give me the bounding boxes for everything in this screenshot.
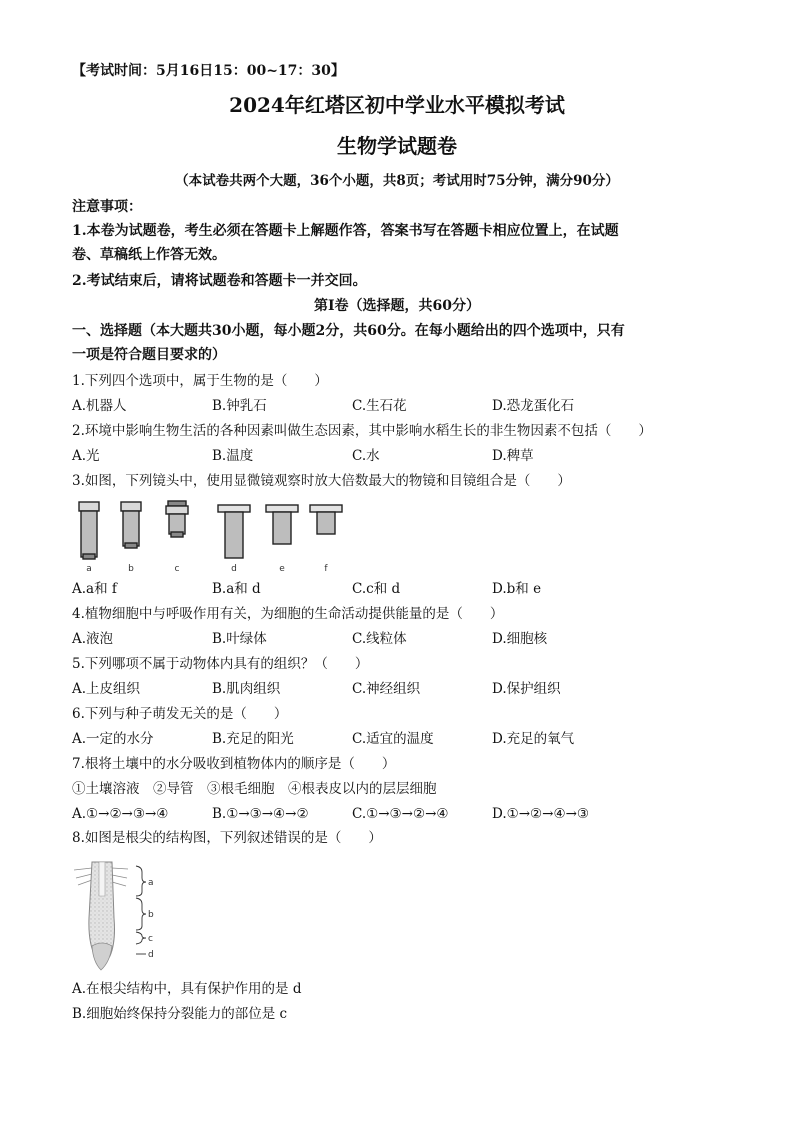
lens-label-f: f bbox=[324, 564, 328, 574]
section-heading-line-1: 一、选择题（本大题共30小题，每小题2分，共60分。在每小题给出的四个选项中，只有 bbox=[72, 323, 625, 339]
option-a: A.一定的水分 bbox=[72, 731, 154, 747]
option-c: C.神经组织 bbox=[352, 681, 421, 697]
option-b: B.充足的阳光 bbox=[212, 731, 294, 747]
exam-info: （本试卷共两个大题，36个小题，共8页；考试用时75分钟，满分90分） bbox=[175, 173, 619, 189]
option-a: A.液泡 bbox=[72, 631, 114, 647]
option-b: B.肌肉组织 bbox=[212, 681, 281, 697]
root-label-c: c bbox=[148, 934, 153, 944]
lens-label-c: c bbox=[174, 564, 180, 574]
option-d: D.细胞核 bbox=[492, 631, 548, 647]
part-title: 第Ⅰ卷（选择题，共60分） bbox=[313, 298, 481, 314]
question-1-options bbox=[72, 397, 672, 415]
lens-figure bbox=[70, 496, 360, 574]
question-3-options bbox=[72, 580, 672, 598]
option-c: C.水 bbox=[352, 448, 380, 464]
question-7-items: ①土壤溶液 ②导管 ③根毛细胞 ④根表皮以内的层层细胞 bbox=[72, 781, 437, 797]
root-label-d: d bbox=[148, 950, 154, 960]
exam-subtitle: 生物学试题卷 bbox=[337, 134, 457, 158]
exam-time: 【考试时间：5月16日15：00~17：30】 bbox=[72, 63, 345, 79]
lens-f bbox=[310, 505, 342, 534]
option-d: D.保护组织 bbox=[492, 681, 561, 697]
option-d: D.①→②→④→③ bbox=[492, 806, 589, 822]
question-6-stem: 6.下列与种子萌发无关的是（ ） bbox=[72, 706, 288, 722]
question-6-options bbox=[72, 730, 672, 748]
notice-line-1: 1.本卷为试题卷，考生必须在答题卡上解题作答，答案书写在答题卡相应位置上，在试题 bbox=[72, 223, 619, 239]
option-d: D.充足的氧气 bbox=[492, 731, 575, 747]
root-tip-figure bbox=[70, 858, 170, 978]
option-a: A.①→②→③→④ bbox=[72, 806, 169, 822]
option-a: A.a和 f bbox=[72, 581, 117, 597]
root-label-b: b bbox=[148, 910, 154, 920]
option-d: D.b和 e bbox=[492, 581, 542, 597]
section-heading-line-2: 一项是符合题目要求的） bbox=[72, 347, 226, 363]
question-5-options bbox=[72, 680, 672, 698]
option-c: C.c和 d bbox=[352, 581, 401, 597]
lens-a bbox=[79, 502, 99, 559]
lens-label-e: e bbox=[279, 564, 285, 574]
option-b: B.钟乳石 bbox=[212, 398, 267, 414]
option-b: B.叶绿体 bbox=[212, 631, 267, 647]
lens-b bbox=[121, 502, 141, 548]
exam-title: 2024年红塔区初中学业水平模拟考试 bbox=[229, 93, 565, 117]
option-d: D.恐龙蛋化石 bbox=[492, 398, 575, 414]
option-b: B.温度 bbox=[212, 448, 254, 464]
question-7-stem: 7.根将土壤中的水分吸收到植物体内的顺序是（ ） bbox=[72, 756, 396, 772]
question-5-stem: 5.下列哪项不属于动物体内具有的组织？（ ） bbox=[72, 656, 369, 672]
option-b: B.a和 d bbox=[212, 581, 261, 597]
option-c: C.线粒体 bbox=[352, 631, 407, 647]
lens-c bbox=[166, 501, 188, 537]
root-label-a: a bbox=[148, 878, 154, 888]
lens-label-b: b bbox=[128, 564, 134, 574]
question-1-stem: 1.下列四个选项中，属于生物的是（ ） bbox=[72, 373, 328, 389]
option-b: B.①→③→④→② bbox=[212, 806, 309, 822]
question-4-stem: 4.植物细胞中与呼吸作用有关，为细胞的生命活动提供能量的是（ ） bbox=[72, 606, 504, 622]
question-2-stem: 2.环境中影响生物生活的各种因素叫做生态因素，其中影响水稻生长的非生物因素不包括（ ） bbox=[72, 423, 652, 439]
option-a: A.上皮组织 bbox=[72, 681, 141, 697]
question-8-stem: 8.如图是根尖的结构图，下列叙述错误的是（ ） bbox=[72, 830, 382, 846]
option-a: A.光 bbox=[72, 448, 100, 464]
question-4-options bbox=[72, 630, 672, 648]
root-tip-drawing bbox=[74, 862, 128, 970]
question-3-stem: 3.如图，下列镜头中，使用显微镜观察时放大倍数最大的物镜和目镜组合是（ ） bbox=[72, 473, 571, 489]
question-8-option-b: B.细胞始终保持分裂能力的部位是 c bbox=[72, 1006, 288, 1022]
lens-e bbox=[266, 505, 298, 544]
notice-heading: 注意事项： bbox=[72, 199, 142, 215]
lens-d bbox=[218, 505, 250, 558]
option-c: C.生石花 bbox=[352, 398, 407, 414]
option-a: A.机器人 bbox=[72, 398, 127, 414]
option-c: C.①→③→②→④ bbox=[352, 806, 449, 822]
option-c: C.适宜的温度 bbox=[352, 731, 434, 747]
lens-label-a: a bbox=[86, 564, 92, 574]
question-2-options bbox=[72, 447, 672, 465]
notice-line-3: 2.考试结束后，请将试题卷和答题卡一并交回。 bbox=[72, 273, 367, 289]
question-8-option-a: A.在根尖结构中，具有保护作用的是 d bbox=[72, 981, 302, 997]
option-d: D.稗草 bbox=[492, 448, 534, 464]
lens-label-d: d bbox=[231, 564, 237, 574]
notice-line-2: 卷、草稿纸上作答无效。 bbox=[72, 247, 226, 263]
question-7-options bbox=[72, 805, 672, 823]
root-tip-brackets bbox=[136, 866, 146, 954]
